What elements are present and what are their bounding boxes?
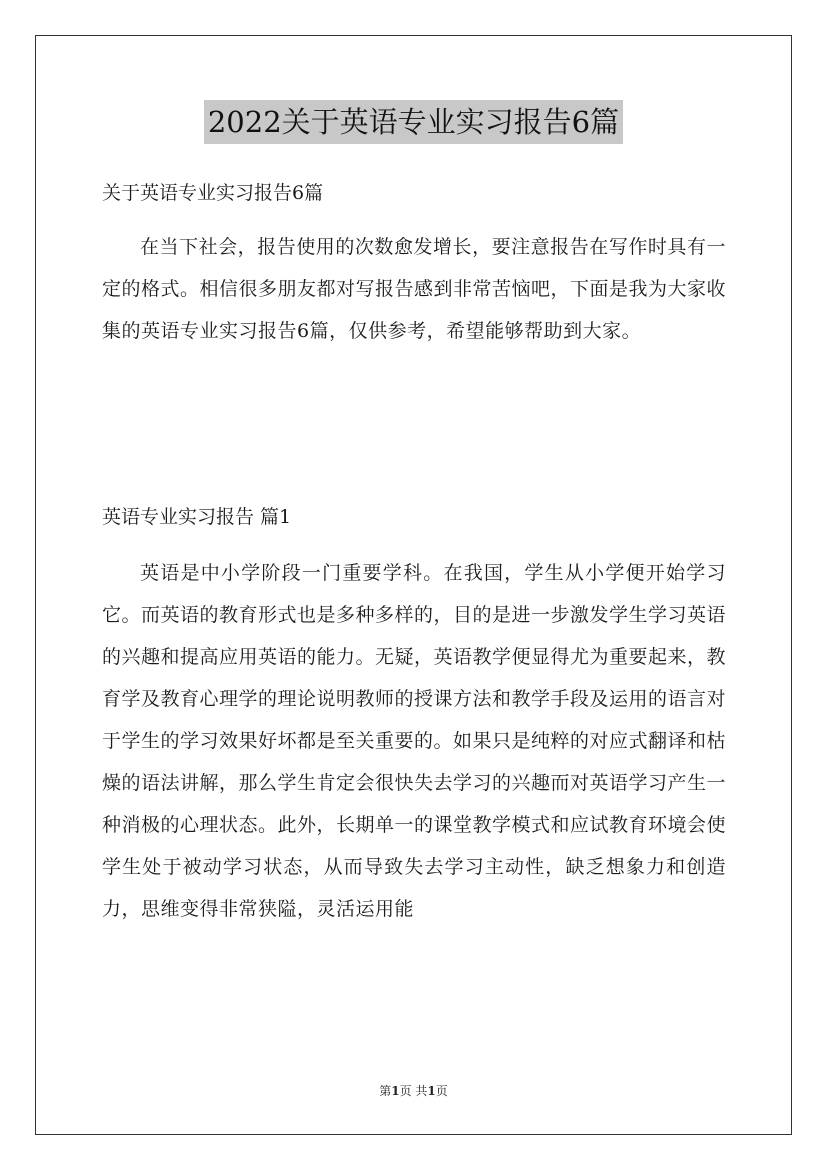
footer-page-mid: 页 共: [399, 1084, 428, 1098]
document-title: 2022关于英语专业实习报告6篇: [204, 100, 623, 144]
footer-page-current: 1: [391, 1084, 400, 1098]
section-heading: 英语专业实习报告 篇1: [102, 506, 292, 528]
page-footer: [0, 1082, 827, 1100]
section-body-paragraph: 英语是中小学阶段一门重要学科。在我国，学生从小学便开始学习它。而英语的教育形式也是多种多样的，目的是进一步激发学生学习英语的兴趣和提高应用英语的能力。无疑，英语教学便显得尤为重要起来，教育学及教育心理学的理论说明教师的授课方法和教学手段及运用的语言对于学生的学习效果好坏都是至关重要的。如果只是纯粹的对应式翻译和枯燥的语法讲解，那么学生肯定会很快失去学习的兴趣而对英语学习产生一种消极的心理状态。此外，长期单一的课堂教学模式和应试教育环境会使学生处于被动学习状态，从而导致失去学习主动性，缺乏想象力和创造力，思维变得非常狭隘，灵活运用能: [102, 562, 726, 920]
footer-page-total: 1: [427, 1084, 436, 1098]
title-container: [0, 100, 827, 144]
footer-page-prefix: 第: [379, 1084, 392, 1098]
intro-paragraph: 在当下社会，报告使用的次数愈发增长，要注意报告在写作时具有一定的格式。相信很多朋友都对写报告感到非常苦恼吧，下面是我为大家收集的英语专业实习报告6篇，仅供参考，希望能够帮助到大家。: [102, 236, 727, 342]
document-subtitle: 关于英语专业实习报告6篇: [102, 182, 324, 204]
footer-page-suffix: 页: [435, 1084, 448, 1098]
